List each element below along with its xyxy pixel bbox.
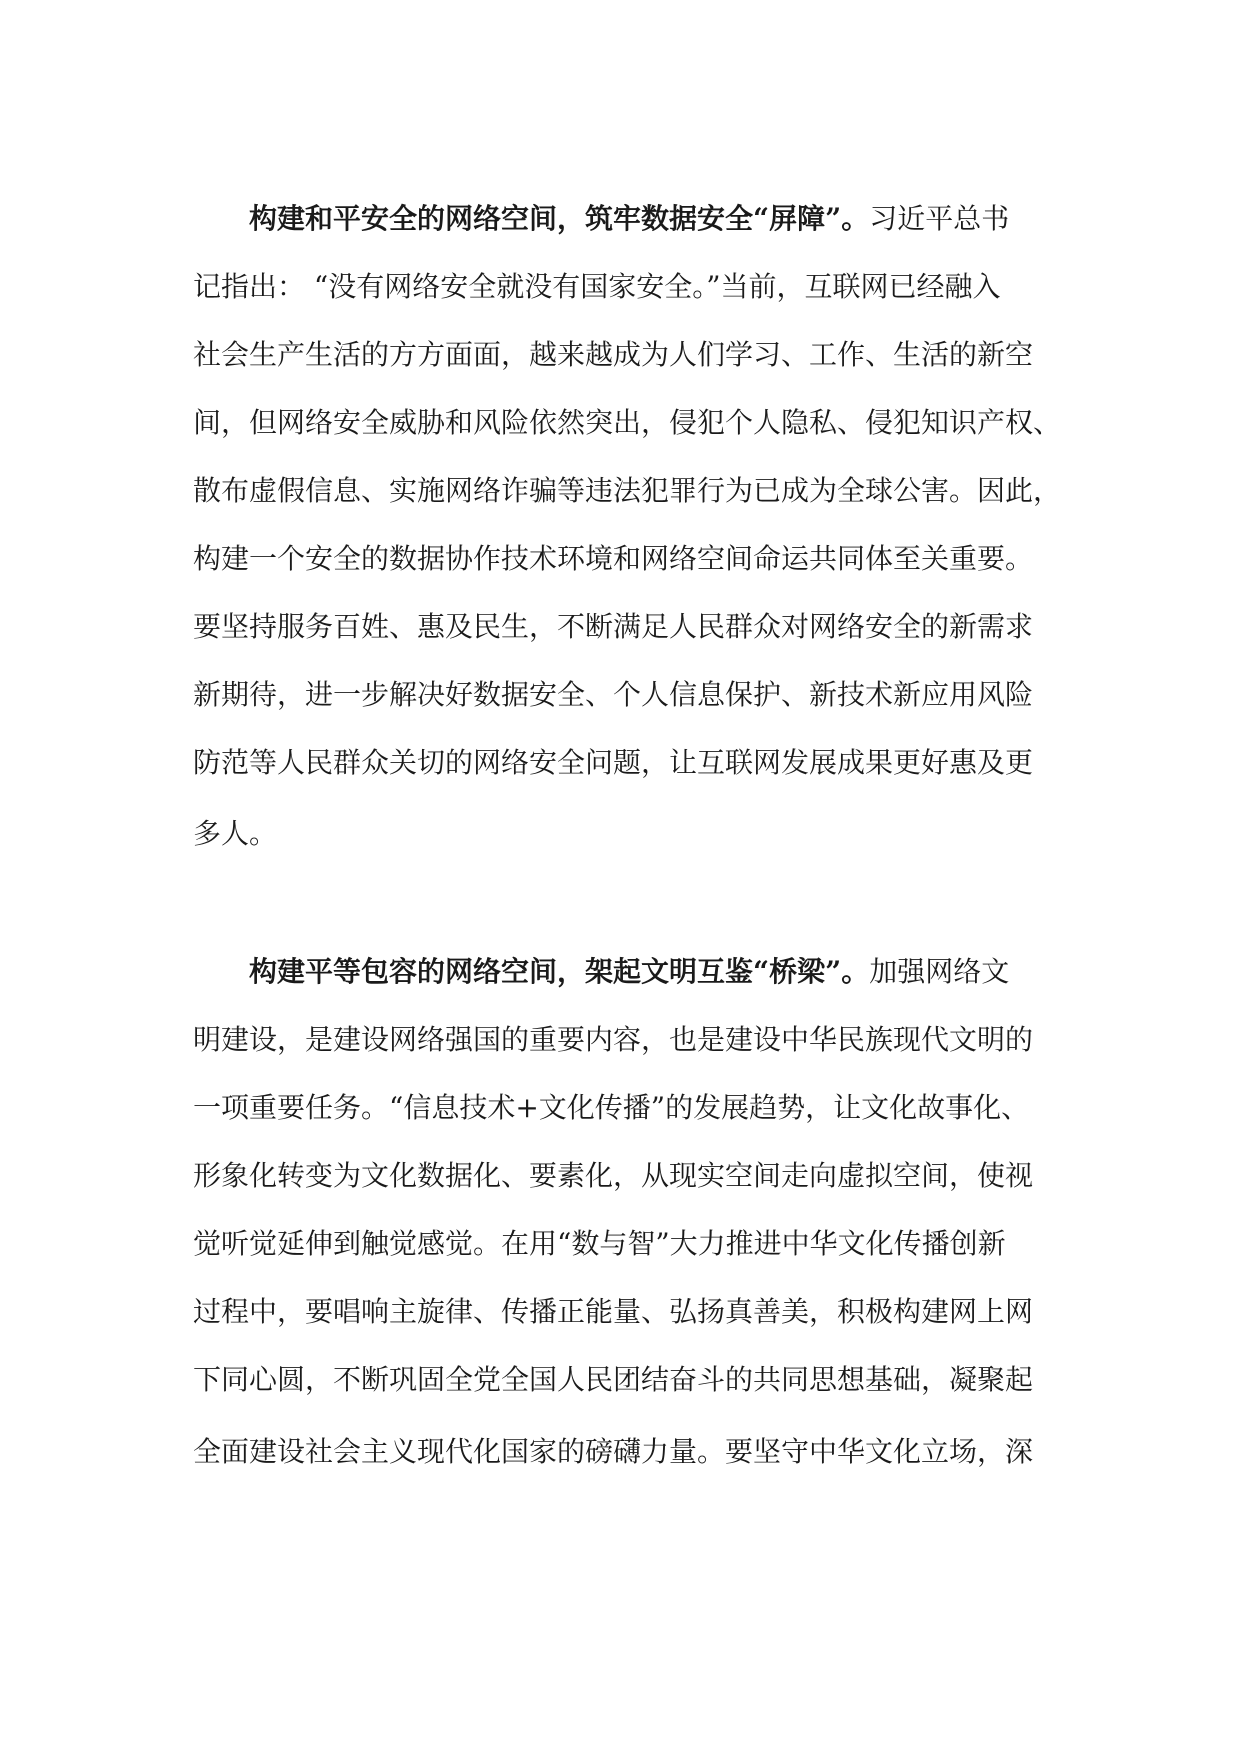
paragraph-1-line: 社会生产生活的方方面面，越来越成为人们学习、工作、生活的新空: [193, 338, 1034, 371]
paragraph-1-line: 构建一个安全的数据协作技术环境和网络空间命运共同体至关重要。: [193, 542, 1034, 575]
paragraph-1-line: 间，但网络安全威胁和风险依然突出，侵犯个人隐私、侵犯知识产权、: [193, 406, 1062, 439]
paragraph-1-line: 散布虚假信息、实施网络诈骗等违法犯罪行为已成为全球公害。因此，: [193, 474, 1062, 507]
paragraph-2-line: 下同心圆，不断巩固全党全国人民团结奋斗的共同思想基础，凝聚起: [193, 1363, 1034, 1396]
paragraph-2-line: 全面建设社会主义现代化国家的磅礴力量。要坚守中华文化立场，深: [193, 1435, 1034, 1468]
paragraph-2-line: 形象化转变为文化数据化、要素化，从现实空间走向虚拟空间，使视: [193, 1159, 1034, 1192]
paragraph-1-line: 多人。: [193, 817, 278, 850]
paragraph-2-heading: 构建平等包容的网络空间，架起文明互鉴“桥梁”。: [249, 955, 870, 988]
paragraph-1-first-line-text: 习近平总书: [869, 202, 1010, 235]
paragraph-2-line: 一项重要任务。“信息技术+文化传播”的发展趋势，让文化故事化、: [193, 1091, 1030, 1124]
paragraph-1-heading: 构建和平安全的网络空间，筑牢数据安全“屏障”。: [249, 202, 870, 235]
paragraph-1-line: 新期待，进一步解决好数据安全、个人信息保护、新技术新应用风险: [193, 678, 1034, 711]
paragraph-2-first-line-text: 加强网络文: [869, 955, 1010, 988]
paragraph-1-line: 记指出： “没有网络安全就没有国家安全。”当前，互联网已经融入: [193, 270, 1001, 303]
paragraph-2-line: 过程中，要唱响主旋律、传播正能量、弘扬真善美，积极构建网上网: [193, 1295, 1034, 1328]
paragraph-2-first-line: [249, 942, 1009, 1002]
paragraph-1-line: 要坚持服务百姓、惠及民生，不断满足人民群众对网络安全的新需求: [193, 610, 1034, 643]
paragraph-2-line: 明建设，是建设网络强国的重要内容，也是建设中华民族现代文明的: [193, 1023, 1034, 1056]
paragraph-2-line: 觉听觉延伸到触觉感觉。在用“数与智”大力推进中华文化传播创新: [193, 1227, 1006, 1260]
paragraph-1-line: 防范等人民群众关切的网络安全问题，让互联网发展成果更好惠及更: [193, 746, 1034, 779]
paragraph-1-first-line: [249, 189, 1009, 249]
